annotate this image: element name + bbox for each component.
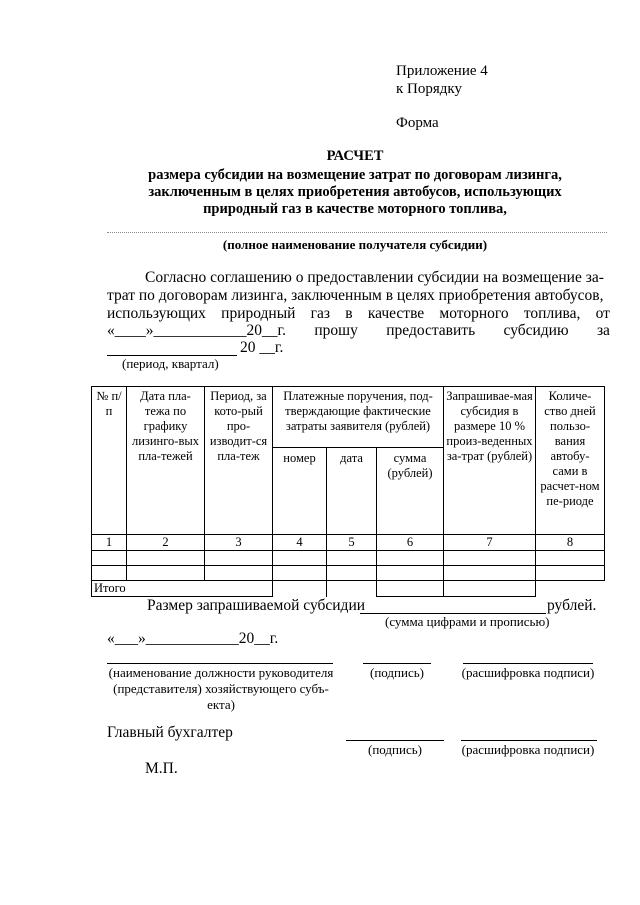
title-line-1: размера субсидии на возмещение затрат по договорам лизинга,: [148, 167, 562, 183]
column-number: 5: [327, 535, 377, 551]
signature-caption: (подпись): [370, 665, 424, 680]
header-order-amount: сумма (рублей): [377, 448, 444, 535]
column-number: 8: [536, 535, 605, 551]
header-requested-subsidy: Запрашивае-мая субсидия в размере 10 % произ-веденных за-трат (рублей): [444, 387, 536, 535]
position-caption-3: екта): [207, 697, 235, 712]
word: от: [595, 305, 610, 322]
chief-accountant-label: Главный бухгалтер: [107, 724, 233, 741]
header-payment-date: Дата пла-тежа по графику лизинго-вых пла-тежей: [127, 387, 205, 535]
signing-date: «___»____________20__г.: [107, 630, 279, 647]
header-payment-orders: Платежные поручения, под-тверждающие фактические затраты заявителя (рублей): [273, 387, 444, 448]
requested-amount-label: Размер запрашиваемой субсидии: [147, 597, 366, 614]
accountant-decoding-line: [461, 740, 597, 741]
accountant-signature-caption: (подпись): [368, 742, 422, 757]
title-line-2: заключенным в целях приобретения автобусов, использующих: [148, 184, 562, 200]
decoding-line: [463, 663, 593, 664]
column-number: 6: [377, 535, 444, 551]
column-number: 1: [92, 535, 127, 551]
word: качестве: [367, 305, 425, 322]
requested-amount-suffix: рублей.: [547, 597, 597, 614]
order-reference: к Порядку: [396, 81, 462, 97]
document-title: РАСЧЕТ: [326, 148, 384, 164]
form-label: Форма: [396, 115, 439, 131]
appendix-label: Приложение 4: [396, 63, 488, 79]
paragraph-line-4: [107, 322, 610, 340]
recipient-caption: (полное наименование получателя субсидии): [222, 237, 488, 252]
header-order-date: дата: [327, 448, 377, 535]
calculation-table: [91, 386, 605, 597]
word: моторного: [439, 305, 509, 322]
column-number: 2: [127, 535, 205, 551]
column-number: 7: [444, 535, 536, 551]
total-label: Итого: [92, 581, 273, 597]
position-caption-2: (представителя) хозяйствующего субъ-: [113, 681, 329, 696]
column-number: 3: [205, 535, 273, 551]
paragraph-line-1: Согласно соглашению о предоставлении субсидии на возмещение за-: [145, 269, 604, 286]
table-row: [92, 551, 605, 566]
accountant-signature-line: [346, 740, 444, 741]
word: субсидию: [503, 322, 569, 339]
period-year: 20 __г.: [240, 339, 284, 356]
position-caption-1: (наименование должности руководителя: [108, 665, 334, 680]
paragraph-line-3: [107, 305, 610, 323]
period-caption: (период, квартал): [122, 356, 219, 371]
column-number: 4: [273, 535, 327, 551]
header-order-number: номер: [273, 448, 327, 535]
word: в: [345, 305, 353, 322]
word: использующих: [107, 305, 206, 322]
word: газ: [310, 305, 331, 322]
table-row: [92, 566, 605, 581]
date-field: «____»____________20__г.: [107, 322, 286, 339]
stamp-label: М.П.: [145, 760, 178, 777]
word: за: [596, 322, 610, 339]
word: прошу: [314, 322, 358, 339]
recipient-name-line: [107, 232, 607, 233]
word: предоставить: [386, 322, 476, 339]
total-row: [92, 581, 605, 597]
paragraph-line-2: трат по договорам лизинга, заключенным в целях приобретения автобусов,: [107, 287, 604, 304]
title-line-3: природный газ в качестве моторного топлива,: [203, 201, 507, 217]
word: природный: [221, 305, 296, 322]
header-period: Период, за кото-рый про-изводит-ся пла-теж: [205, 387, 273, 535]
position-line: [107, 663, 333, 664]
header-days-count: Количе-ство дней пользо-вания автобу-сами в расчет-ном пе-риоде: [536, 387, 605, 535]
header-num: № п/п: [92, 387, 127, 535]
word: топлива,: [523, 305, 581, 322]
decoding-caption: (расшифровка подписи): [461, 665, 595, 680]
accountant-decoding-caption: (расшифровка подписи): [461, 742, 595, 757]
requested-amount-caption: (сумма цифрами и прописью): [385, 614, 550, 629]
signature-line: [363, 663, 431, 664]
